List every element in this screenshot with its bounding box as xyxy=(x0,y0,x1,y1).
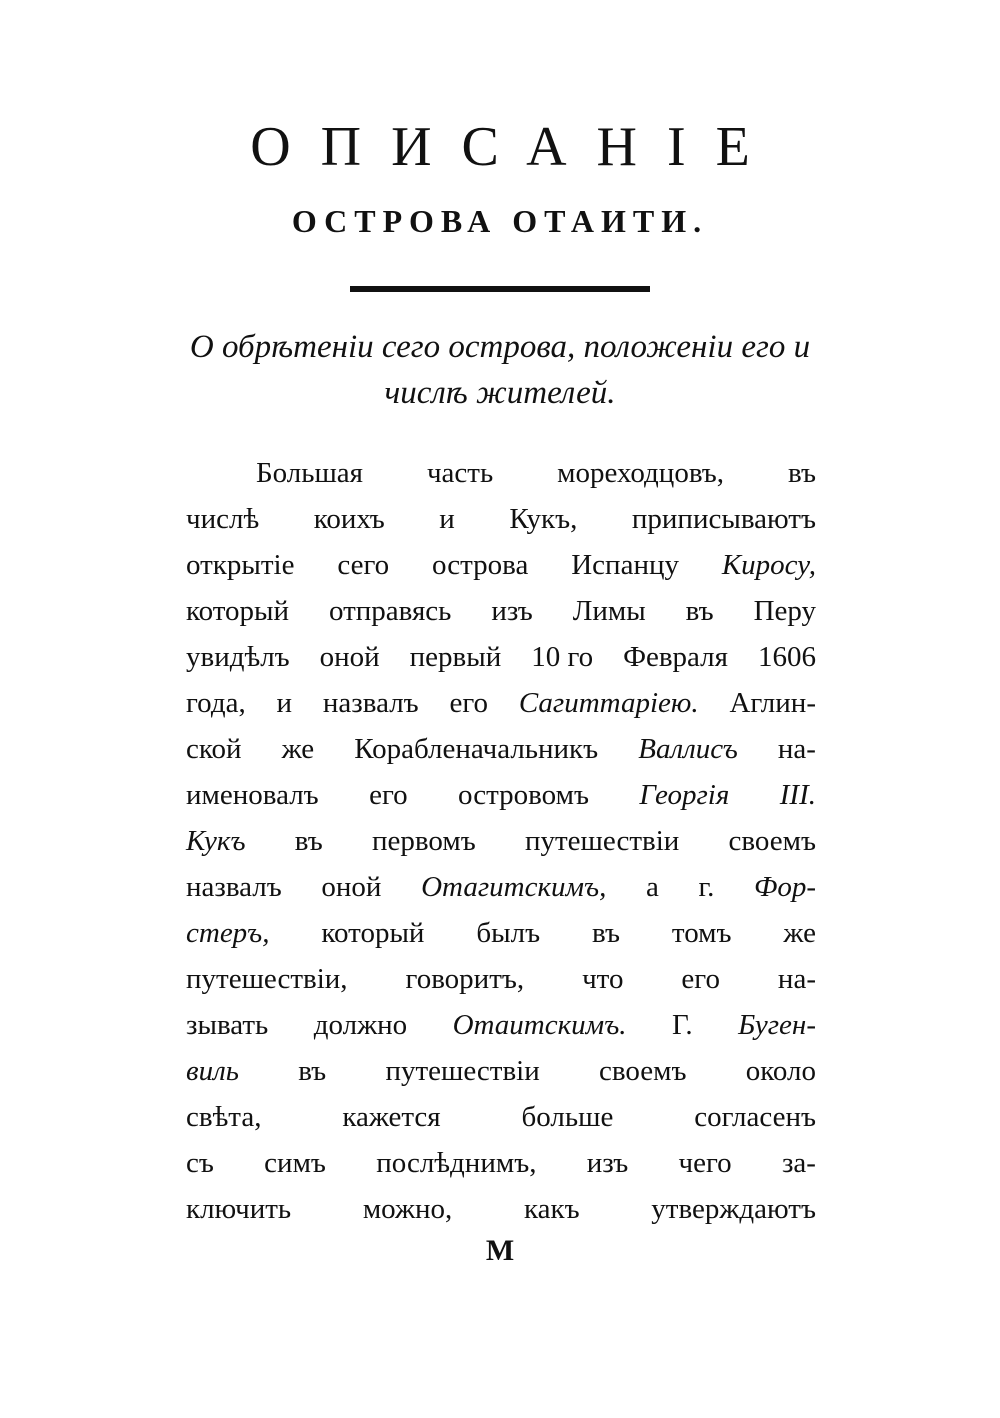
body-word: его xyxy=(681,963,720,995)
body-word: и xyxy=(276,687,293,719)
body-word: 1606 xyxy=(757,641,816,673)
body-word: Кукъ, xyxy=(509,503,578,535)
body-word: согласенъ xyxy=(694,1101,816,1133)
body-word: увидѣлъ xyxy=(186,641,290,673)
body-word: отправясь xyxy=(328,595,452,627)
body-word: какъ xyxy=(523,1193,580,1225)
body-word: же xyxy=(281,733,315,765)
body-word: послѣднимъ, xyxy=(376,1147,537,1179)
body-word: Валлисъ xyxy=(638,733,738,765)
body-word: числѣ xyxy=(186,503,260,535)
body-line xyxy=(186,956,816,1002)
body-word: что xyxy=(582,963,624,995)
body-word: больше xyxy=(521,1101,614,1133)
body-word: Корабленачальникъ xyxy=(354,733,599,765)
body-word: и xyxy=(439,503,455,535)
body-line xyxy=(186,910,816,956)
body-line xyxy=(186,1002,816,1048)
body-word: изъ xyxy=(491,595,533,627)
body-word: мореходцовъ, xyxy=(557,457,725,489)
body-word: же xyxy=(783,917,816,949)
body-word: въ xyxy=(298,1055,327,1087)
body-word: коихъ xyxy=(313,503,385,535)
body-word: открытіе xyxy=(186,549,295,581)
body-line xyxy=(186,542,816,588)
body-word: часть xyxy=(426,457,494,489)
body-word: Фор- xyxy=(754,871,816,903)
body-word: первый xyxy=(409,641,502,673)
body-word: путешествіи xyxy=(524,825,680,857)
body-word: должно xyxy=(313,1009,408,1041)
body-word: на- xyxy=(777,733,816,765)
body-word: Аглин- xyxy=(729,687,816,719)
body-word: въ xyxy=(294,825,323,857)
body-word: Кукъ xyxy=(186,825,246,857)
body-word: ключить xyxy=(186,1193,292,1225)
body-word: свѣта, xyxy=(186,1101,262,1133)
body-word: можно, xyxy=(362,1193,453,1225)
body-line xyxy=(186,772,816,818)
body-line xyxy=(186,496,816,542)
body-line xyxy=(186,450,816,496)
body-word: островомъ xyxy=(458,779,589,811)
body-word: на- xyxy=(777,963,816,995)
body-word: ской xyxy=(186,733,242,765)
body-word: который xyxy=(321,917,425,949)
body-line xyxy=(186,1186,816,1232)
body-word: Киросу, xyxy=(721,549,816,581)
body-line xyxy=(186,1048,816,1094)
body-word: въ xyxy=(592,917,620,949)
signature-mark: М xyxy=(485,1234,515,1267)
body-word: Георгія xyxy=(639,779,730,811)
body-word: былъ xyxy=(476,917,541,949)
body-word: года, xyxy=(186,687,246,719)
body-word: оной xyxy=(319,641,380,673)
body-word: своемъ xyxy=(599,1055,687,1087)
body-word: Большая xyxy=(256,457,364,489)
body-word: Отагитскимъ, xyxy=(421,871,607,903)
body-word: Г. xyxy=(671,1009,693,1041)
body-line xyxy=(186,1094,816,1140)
body-word: зывать xyxy=(186,1009,269,1041)
body-word: а xyxy=(645,871,659,903)
body-word: Сагиттаріею. xyxy=(518,687,699,719)
body-word: сего xyxy=(337,549,390,581)
body-word: Февраля xyxy=(623,641,728,673)
body-word: первомъ xyxy=(372,825,476,857)
body-word: его xyxy=(369,779,408,811)
body-word: въ xyxy=(685,595,714,627)
section-heading: О обрѣтеніи сего острова, положеніи его и числѣ жителей. xyxy=(189,329,811,411)
body-word: симъ xyxy=(264,1147,326,1179)
body-word: путешествіи, xyxy=(186,963,348,995)
body-line xyxy=(186,1140,816,1186)
body-word: томъ xyxy=(671,917,732,949)
body-word: 10 го xyxy=(531,641,594,673)
body-line xyxy=(186,588,816,634)
body-word: путешествіи xyxy=(385,1055,540,1087)
body-line xyxy=(186,726,816,772)
body-word: оной xyxy=(321,871,382,903)
page-title: ОПИСАНІЕ xyxy=(250,116,780,178)
body-line xyxy=(186,680,816,726)
body-line xyxy=(186,864,816,910)
body-word: который xyxy=(186,595,290,627)
body-word: говоритъ, xyxy=(405,963,525,995)
body-word: въ xyxy=(788,457,816,489)
body-word: Испанцу xyxy=(571,549,679,581)
body-text xyxy=(186,450,816,1232)
body-word: своемъ xyxy=(728,825,816,857)
page-subtitle: ОСТРОВА ОТАИТИ. xyxy=(291,203,709,239)
body-word: именовалъ xyxy=(186,779,319,811)
body-word: г. xyxy=(698,871,715,903)
body-word: его xyxy=(449,687,489,719)
body-word: утверждаютъ xyxy=(651,1193,816,1225)
body-word: виль xyxy=(186,1055,239,1087)
body-word: приписываютъ xyxy=(631,503,816,535)
body-word: стеръ, xyxy=(186,917,270,949)
body-word: Лимы xyxy=(572,595,646,627)
body-word: назвалъ xyxy=(186,871,282,903)
body-word: Отаитскимъ. xyxy=(452,1009,627,1041)
body-word: изъ xyxy=(586,1147,629,1179)
body-word: кажется xyxy=(342,1101,441,1133)
body-line xyxy=(186,634,816,680)
body-word: за- xyxy=(781,1147,816,1179)
body-word: Буген- xyxy=(738,1009,816,1041)
body-word: острова xyxy=(432,549,529,581)
body-word: III. xyxy=(779,779,816,811)
body-line xyxy=(186,818,816,864)
body-word: назвалъ xyxy=(322,687,419,719)
body-word: чего xyxy=(678,1147,732,1179)
body-word: Перу xyxy=(753,595,816,627)
horizontal-rule xyxy=(350,286,650,292)
body-word: съ xyxy=(186,1147,214,1179)
body-word: около xyxy=(745,1055,816,1087)
